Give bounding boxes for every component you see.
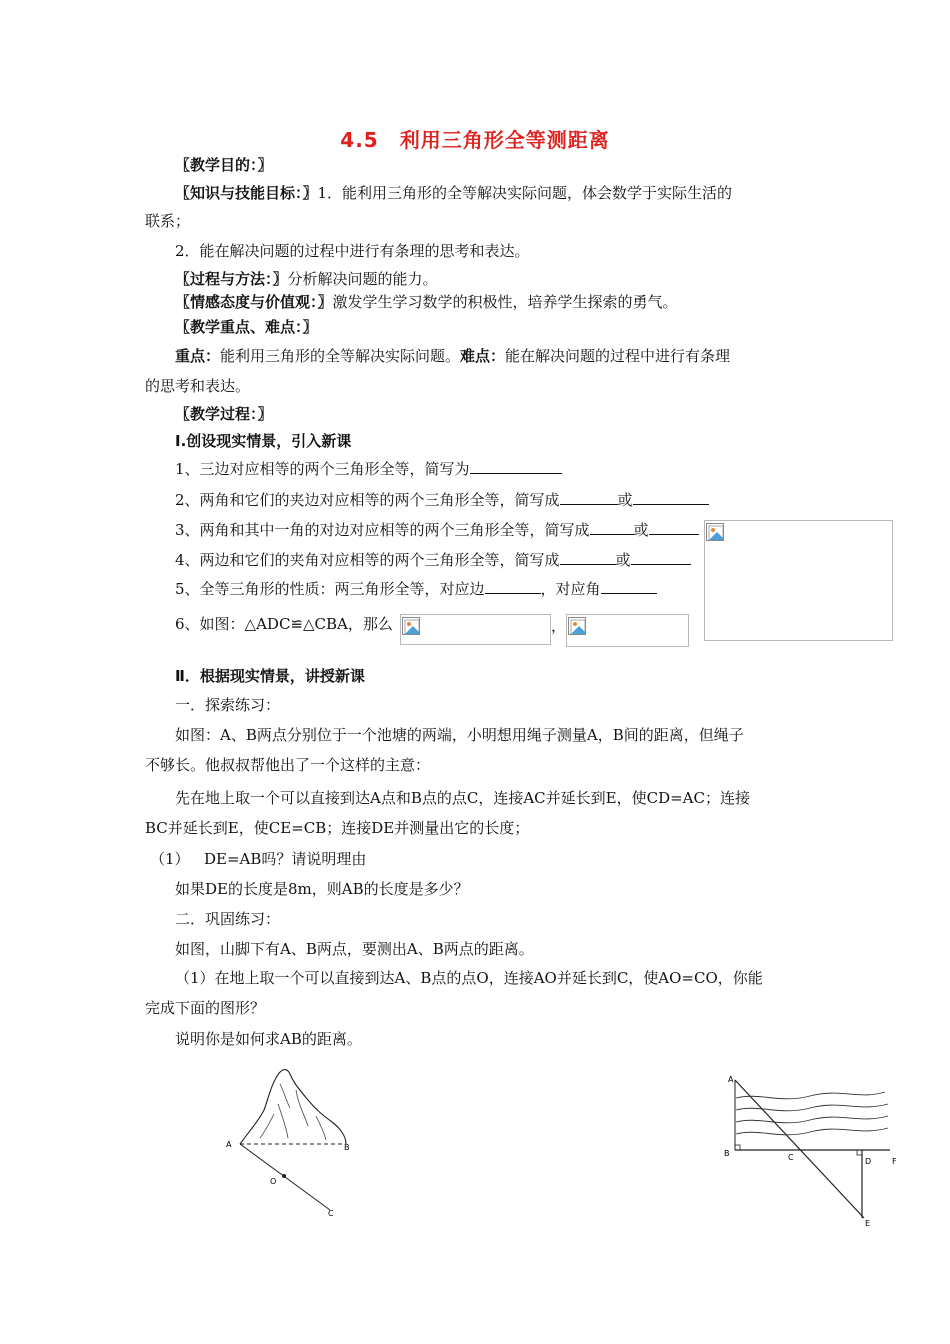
answer-blank[interactable] bbox=[601, 579, 657, 594]
separator-comma: ， bbox=[551, 617, 567, 635]
river-figure bbox=[720, 1068, 910, 1233]
or-text: 或 bbox=[615, 551, 631, 569]
broken-image-icon bbox=[568, 617, 586, 635]
explore-p1a: 如图：A、B两点分别位于一个池塘的两端，小明想用绳子测量A，B间的距离，但绳子 bbox=[175, 726, 744, 744]
broken-image-icon bbox=[706, 523, 724, 541]
practice-heading: 二．巩固练习： bbox=[175, 910, 281, 928]
review-q5a-text: 5、全等三角形的性质：两三角形全等，对应边 bbox=[175, 580, 485, 598]
practice-p2b: 完成下面的图形？ bbox=[145, 999, 266, 1017]
answer-blank[interactable] bbox=[560, 550, 616, 565]
river-wave bbox=[736, 1116, 888, 1123]
label-f: F bbox=[892, 1157, 897, 1166]
practice-p1: 如图，山脚下有A、B两点，要测出A、B两点的距离。 bbox=[175, 940, 534, 958]
review-q1 bbox=[175, 458, 562, 480]
review-q4 bbox=[175, 549, 691, 571]
attitude-line bbox=[175, 291, 678, 313]
knowledge-label: 〖知识与技能目标：〗 bbox=[175, 184, 318, 202]
answer-blank[interactable] bbox=[470, 459, 562, 474]
label-b: B bbox=[344, 1143, 350, 1152]
knowledge-line-1 bbox=[175, 182, 732, 204]
right-angle-b bbox=[735, 1145, 740, 1150]
or-text: 或 bbox=[617, 491, 633, 509]
page-title: 4.5 利用三角形全等测距离 bbox=[340, 128, 610, 152]
river-wave bbox=[736, 1128, 888, 1135]
difficulty-text: 能在解决问题的过程中进行有条理 bbox=[505, 347, 731, 365]
explore-p2a: 先在地上取一个可以直接到达A点和B点的点C，连接AC并延长到E，使CD=AC；连接 bbox=[175, 789, 750, 807]
review-q2 bbox=[175, 489, 709, 511]
or-text: 或 bbox=[633, 521, 649, 539]
procedure-heading: 〖教学过程：〗 bbox=[175, 405, 273, 423]
label-c: C bbox=[328, 1209, 334, 1218]
key-label: 重点： bbox=[175, 347, 221, 365]
practice-p3: 说明你是如何求AB的距离。 bbox=[175, 1030, 362, 1048]
answer-blank[interactable] bbox=[649, 520, 699, 535]
practice-p2a: （1）在地上取一个可以直接到达A、B点的点O，连接AO并延长到C，使AO=CO，你能 bbox=[175, 969, 763, 987]
label-o: O bbox=[270, 1177, 277, 1186]
mountain-figure bbox=[220, 1060, 370, 1220]
review-q4-text: 4、两边和它们的夹角对应相等的两个三角形全等，简写成 bbox=[175, 551, 560, 569]
answer-blank[interactable] bbox=[590, 520, 634, 535]
difficulty-label: 难点： bbox=[460, 347, 506, 365]
answer-blank[interactable] bbox=[560, 490, 618, 505]
keypoints-heading: 〖教学重点、难点：〗 bbox=[175, 318, 318, 336]
label-d: D bbox=[865, 1157, 872, 1166]
label-a: A bbox=[226, 1140, 232, 1149]
answer-blank[interactable] bbox=[631, 550, 691, 565]
river-wave bbox=[736, 1092, 885, 1099]
right-angle-d bbox=[857, 1150, 862, 1155]
line-ae bbox=[735, 1080, 864, 1218]
knowledge-text-1-cont: 联系； bbox=[145, 212, 191, 230]
explore-q1-num: （1） bbox=[150, 850, 190, 868]
explore-p2b: BC并延长到E，使CE=CB；连接DE并测量出它的长度； bbox=[145, 819, 530, 837]
section1-heading: Ⅰ.创设现实情景，引入新课 bbox=[175, 432, 352, 450]
difficulty-text-cont: 的思考和表达。 bbox=[145, 377, 251, 395]
review-q6-text: 6、如图：△ADC≌△CBA，那么 bbox=[175, 615, 393, 633]
point-o bbox=[282, 1174, 286, 1178]
review-q5b-text: ，对应角 bbox=[540, 580, 601, 598]
attitude-text: 激发学生学习数学的积极性，培养学生探索的勇气。 bbox=[332, 293, 678, 311]
key-text: 能利用三角形的全等解决实际问题。 bbox=[220, 347, 461, 365]
explore-p1b: 不够长。他叔叔帮他出了一个这样的主意： bbox=[145, 756, 431, 774]
explore-q1: DE=AB吗？请说明理由 bbox=[204, 850, 367, 868]
explore-q2: 如果DE的长度是8m，则AB的长度是多少？ bbox=[175, 880, 469, 898]
answer-blank[interactable] bbox=[485, 579, 541, 594]
review-q5 bbox=[175, 578, 657, 600]
knowledge-text-1: 1．能利用三角形的全等解决实际问题，体会数学于实际生活的 bbox=[317, 184, 733, 202]
label-c: C bbox=[788, 1153, 794, 1162]
review-q3-text: 3、两角和其中一角的对边对应相等的两个三角形全等，简写成 bbox=[175, 521, 590, 539]
mountain-outline bbox=[240, 1070, 346, 1144]
knowledge-text-2: 2．能在解决问题的过程中进行有条理的思考和表达。 bbox=[175, 242, 530, 260]
objectives-heading: 〖教学目的：〗 bbox=[175, 156, 273, 174]
figure-placeholder-box bbox=[704, 520, 893, 641]
label-a: A bbox=[728, 1075, 734, 1084]
review-q2-text: 2、两角和它们的夹边对应相等的两个三角形全等，简写成 bbox=[175, 491, 560, 509]
label-b: B bbox=[724, 1149, 730, 1158]
process-line bbox=[175, 268, 438, 290]
label-e: E bbox=[865, 1219, 871, 1228]
process-text: 分析解决问题的能力。 bbox=[287, 270, 438, 288]
key-line bbox=[175, 345, 730, 367]
broken-image-icon bbox=[402, 617, 420, 635]
explore-heading: 一．探索练习： bbox=[175, 696, 281, 714]
section2-heading: Ⅱ．根据现实情景，讲授新课 bbox=[175, 667, 365, 685]
process-label: 〖过程与方法：〗 bbox=[175, 270, 288, 288]
attitude-label: 〖情感态度与价值观：〗 bbox=[175, 293, 333, 311]
answer-blank[interactable] bbox=[633, 490, 709, 505]
review-q6 bbox=[175, 613, 393, 635]
review-q1-text: 1、三边对应相等的两个三角形全等，简写为 bbox=[175, 460, 470, 478]
answer-image-box-1 bbox=[400, 614, 551, 645]
review-q3 bbox=[175, 519, 699, 541]
